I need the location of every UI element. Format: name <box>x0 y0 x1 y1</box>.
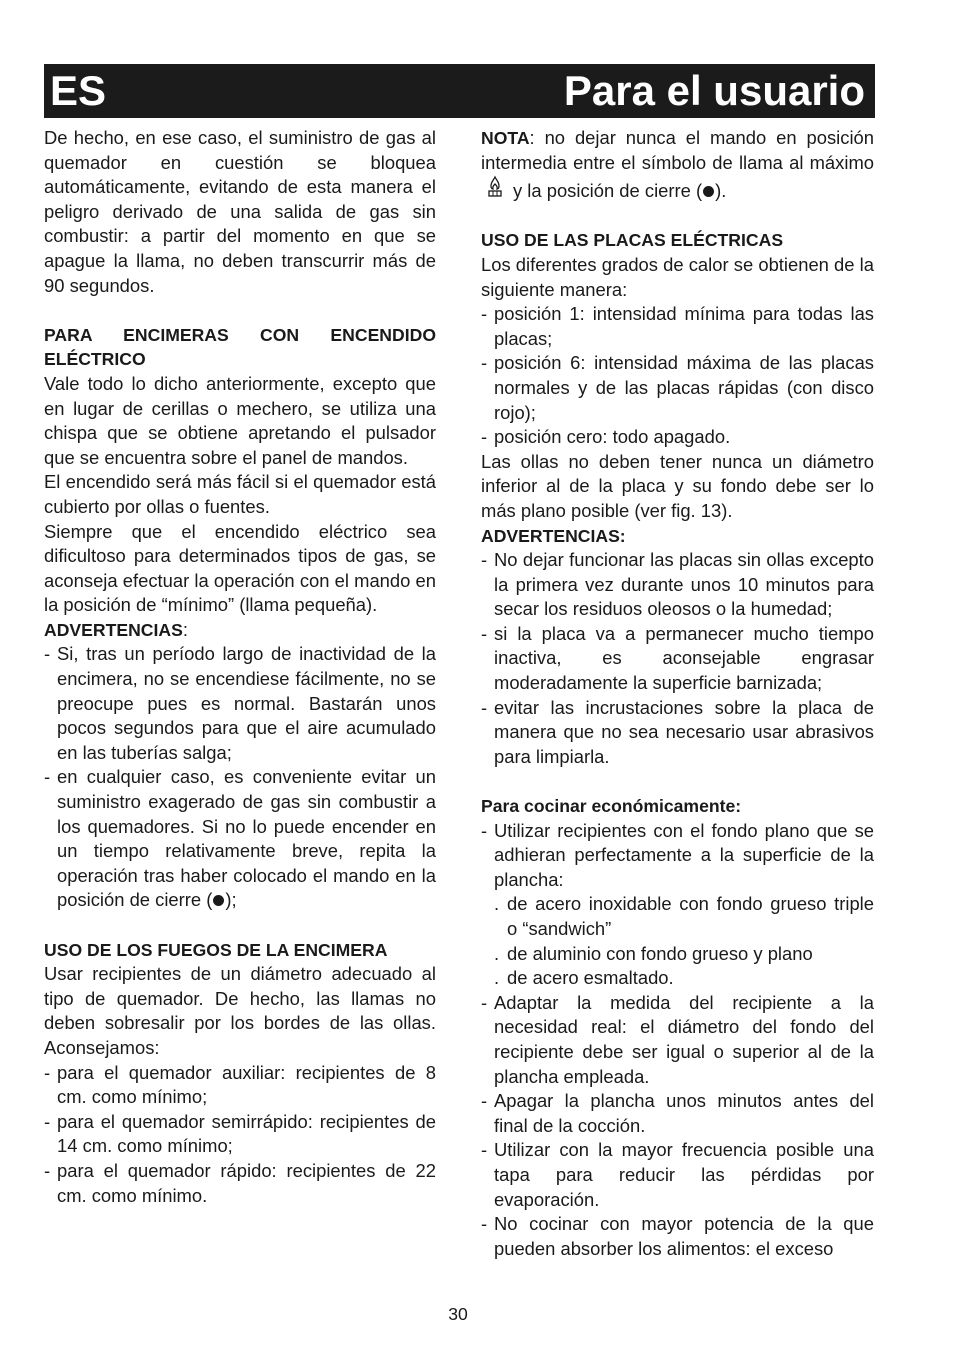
list-item: - Adaptar la medida del recipiente a la necesidad real: el diámetro del fondo del recipiente debe ser igual o superior al de la plancha empleada. <box>481 991 874 1087</box>
list-item: - Utilizar recipientes con el fondo plano que se adhieran perfectamente a la superficie de la plancha: <box>481 819 874 890</box>
left-column <box>44 126 436 1208</box>
heading-advertencias-2: ADVERTENCIAS: <box>481 525 626 546</box>
heading-fuegos: USO DE LOS FUEGOS DE LA ENCIMERA <box>44 939 388 960</box>
list-item: - posición 6: intensidad máxima de las placas normales y de las placas rápidas (con disco rojo); <box>481 352 874 423</box>
advertencias-label: ADVERTENCIAS <box>44 619 183 640</box>
list-item: - No cocinar con mayor potencia de la que pueden absorber los alimentos: el exceso <box>481 1213 874 1259</box>
list-item: - Utilizar con la mayor frecuencia posible una tapa para reducir las pérdidas por evaporación. <box>481 1139 874 1210</box>
paragraph-ollas: Las ollas no deben tener nunca un diámetro inferior al de la placa y su fondo debe ser lo más plano posible (ver fig. 13). <box>481 450 874 521</box>
intro-paragraph: De hecho, en ese caso, el suministro de gas al quemador en cuestión se bloquea automáticamente, evitando de esta manera el peligro derivado de una salida de gas sin combustir: a partir del momento en que se apague la llama, no deben transcurrir más de 90 segundos. <box>44 127 436 296</box>
list-item: - posición cero: todo apagado. <box>481 426 731 448</box>
list-item: - si la placa va a permanecer mucho tiempo inactiva, es aconsejable engrasar moderadamente la superficie barnizada; <box>481 622 874 694</box>
page-number: 30 <box>448 1304 468 1324</box>
page-title: Para el usuario <box>563 67 865 114</box>
closed-position-icon <box>703 186 714 197</box>
list-item: - Si, tras un período largo de inactividad de la encimera, no se encendiese fácilmente, no se preocupe pues es normal. Bastarán unos pocos segundos para que el aire acumulado en las tuberías salga; <box>44 643 436 763</box>
page-header <box>44 64 875 118</box>
paragraph-siempre: Siempre que el encendido eléctrico sea dificultoso para determinados tipos de gas, se aconseja efectuar la operación con el mando en la posición de “mínimo” (llama pequeña). <box>44 520 436 616</box>
right-column <box>481 126 874 1261</box>
list-item: - evitar las incrustaciones sobre la placa de manera que no sea necesario usar abrasivos para limpiarla. <box>481 696 874 767</box>
nota-label: NOTA <box>481 128 530 148</box>
heading-cocinar: Para cocinar económicamente: <box>481 796 742 817</box>
heading-advertencias: ADVERTENCIAS: <box>44 618 188 640</box>
heading-electric-ignition: PARA ENCIMERAS CON ENCENDIDO ELÉCTRICO <box>44 324 436 370</box>
list-item: - Apagar la plancha unos minutos antes del final de la cocción. <box>481 1090 874 1136</box>
list-item: - para el quemador auxiliar: recipientes de 8 cm. como mínimo; <box>44 1061 436 1108</box>
list-item: - No dejar funcionar las placas sin ollas excepto la primera vez durante unos 10 minutos para secar los residuos oleosos o la humedad; <box>481 549 874 620</box>
language-code: ES <box>50 67 107 114</box>
paragraph-vale: Vale todo lo dicho anteriormente, excepto que en lugar de cerillas o mechero, se utiliza una chispa que se obtiene apretando el pulsador que se encuentra sobre el panel de mandos. <box>44 372 436 468</box>
nota-paragraph: NOTA: no dejar nunca el mando en posición intermedia entre el símbolo de llama al máximoy la posición de cierre ( ). <box>481 127 874 202</box>
paragraph-grados: Los diferentes grados de calor se obtienen de la siguiente manera: <box>481 253 874 300</box>
list-item: - posición 1: intensidad mínima para todas las placas; <box>481 303 874 349</box>
flame-max-icon <box>487 175 503 199</box>
paragraph-facil: El encendido será más fácil si el quemador está cubierto por ollas o fuentes. <box>44 471 436 517</box>
list-subitem: . de acero inoxidable con fondo grueso triple o “sandwich” <box>494 893 874 939</box>
closed-position-icon <box>213 895 224 906</box>
list-subitem: . de acero esmaltado. <box>494 967 674 989</box>
heading-placas: USO DE LAS PLACAS ELÉCTRICAS <box>481 230 784 251</box>
list-subitem: . de aluminio con fondo grueso y plano <box>494 942 813 964</box>
list-item: - para el quemador rápido: recipientes de 22 cm. como mínimo. <box>44 1159 436 1206</box>
list-item: - para el quemador semirrápido: recipientes de 14 cm. como mínimo; <box>44 1110 436 1157</box>
paragraph-usar: Usar recipientes de un diámetro adecuado al tipo de quemador. De hecho, las llamas no deben sobresalir por los bordes de las ollas. Aconsejamos: <box>44 963 436 1058</box>
list-item: - en cualquier caso, es conveniente evitar un suministro exagerado de gas sin combustir a los quemadores. Si no lo puede encender en un tiempo relativamente breve, repita la operación tras haber colocado el mando en la posición de cierre ( ); <box>44 766 436 911</box>
